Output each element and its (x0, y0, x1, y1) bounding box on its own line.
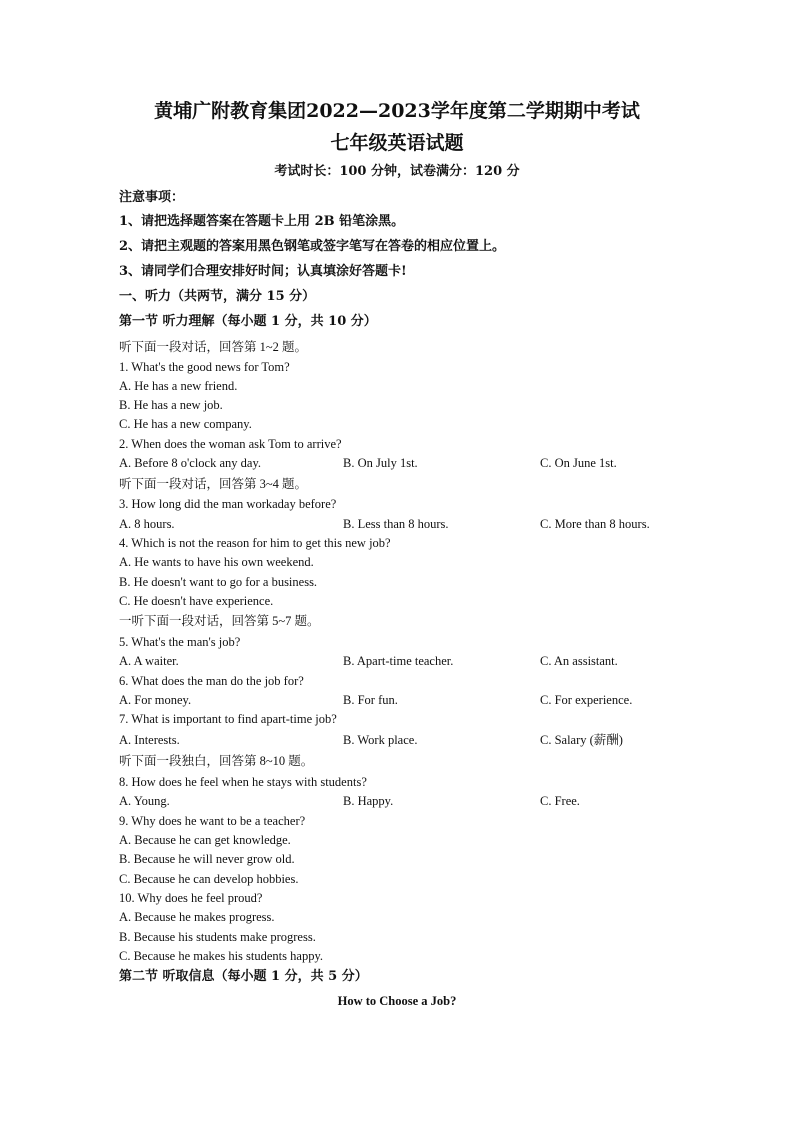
instruction: 听下面一段对话，回答第 3~4 题。 (119, 477, 308, 491)
option: A. Because he can get knowledge. (119, 833, 291, 847)
option: C. Free. (540, 794, 580, 808)
question: 1. What's the good news for Tom? (119, 360, 290, 374)
option: C. More than 8 hours. (540, 517, 650, 531)
option: B. He has a new job. (119, 398, 223, 412)
option: A. Before 8 o'clock any day. (119, 456, 262, 470)
part1-heading: 一、听力（共两节，满分 15 分） (119, 289, 316, 304)
instruction: 听下面一段独白，回答第 8~10 题。 (119, 754, 314, 768)
option: B. Apart-time teacher. (343, 654, 454, 668)
option: A. Because he makes progress. (119, 910, 275, 924)
option: B. Less than 8 hours. (343, 517, 449, 531)
question: 3. How long did the man workaday before? (119, 497, 337, 511)
question: 4. Which is not the reason for him to get this new job? (119, 536, 391, 550)
exam-title: 黄埔广附教育集团2022—2023学年度第二学期期中考试 (154, 100, 640, 122)
option: B. Because he will never grow old. (119, 852, 295, 866)
option: B. Because his students make progress. (119, 930, 316, 944)
instruction: 听下面一段对话，回答第 1~2 题。 (119, 340, 308, 354)
question: 9. Why does he want to be a teacher? (119, 814, 306, 828)
option: C. He has a new company. (119, 417, 252, 431)
option: C. An assistant. (540, 654, 618, 668)
question: 2. When does the woman ask Tom to arrive? (119, 437, 342, 451)
option: B. He doesn't want to go for a business. (119, 575, 318, 589)
instruction: 一听下面一段对话，回答第 5~7 题。 (119, 614, 320, 628)
note-item: 3、请同学们合理安排好时间；认真填涂好答题卡! (119, 264, 407, 279)
option: A. A waiter. (119, 654, 179, 668)
option: C. Because he can develop hobbies. (119, 872, 299, 886)
exam-info: 考试时长：100 分钟，试卷满分：120 分 (274, 164, 520, 179)
question: 5. What's the man's job? (119, 635, 241, 649)
question: 10. Why does he feel proud? (119, 891, 263, 905)
option: A. He has a new friend. (119, 379, 238, 393)
option: C. For experience. (540, 693, 633, 707)
option: A. 8 hours. (119, 517, 175, 531)
option: A. He wants to have his own weekend. (119, 555, 314, 569)
option: A. For money. (119, 693, 192, 707)
option: B. Happy. (343, 794, 394, 808)
option: A. Interests. (119, 733, 180, 747)
question: 8. How does he feel when he stays with students? (119, 775, 367, 789)
option: C. He doesn't have experience. (119, 594, 274, 608)
option: B. For fun. (343, 693, 398, 707)
section1-heading: 第一节 听力理解（每小题 1 分，共 10 分） (119, 314, 377, 329)
notes-heading: 注意事项： (119, 190, 185, 205)
question: 7. What is important to find apart-time job? (119, 712, 337, 726)
option: B. Work place. (343, 733, 418, 747)
note-item: 2、请把主观题的答案用黑色钢笔或签字笔写在答卷的相应位置上。 (119, 239, 506, 254)
option: A. Young. (119, 794, 170, 808)
question: 6. What does the man do the job for? (119, 674, 304, 688)
option: C. On June 1st. (540, 456, 617, 470)
exam-subtitle: 七年级英语试题 (330, 132, 464, 154)
option: B. On July 1st. (343, 456, 418, 470)
option: C. Salary (薪酬) (540, 733, 623, 747)
passage-title: How to Choose a Job? (337, 994, 457, 1008)
option: C. Because he makes his students happy. (119, 949, 324, 963)
section2-heading: 第二节 听取信息（每小题 1 分，共 5 分） (119, 969, 368, 984)
note-item: 1、请把选择题答案在答题卡上用 2B 铅笔涂黑。 (119, 214, 405, 229)
